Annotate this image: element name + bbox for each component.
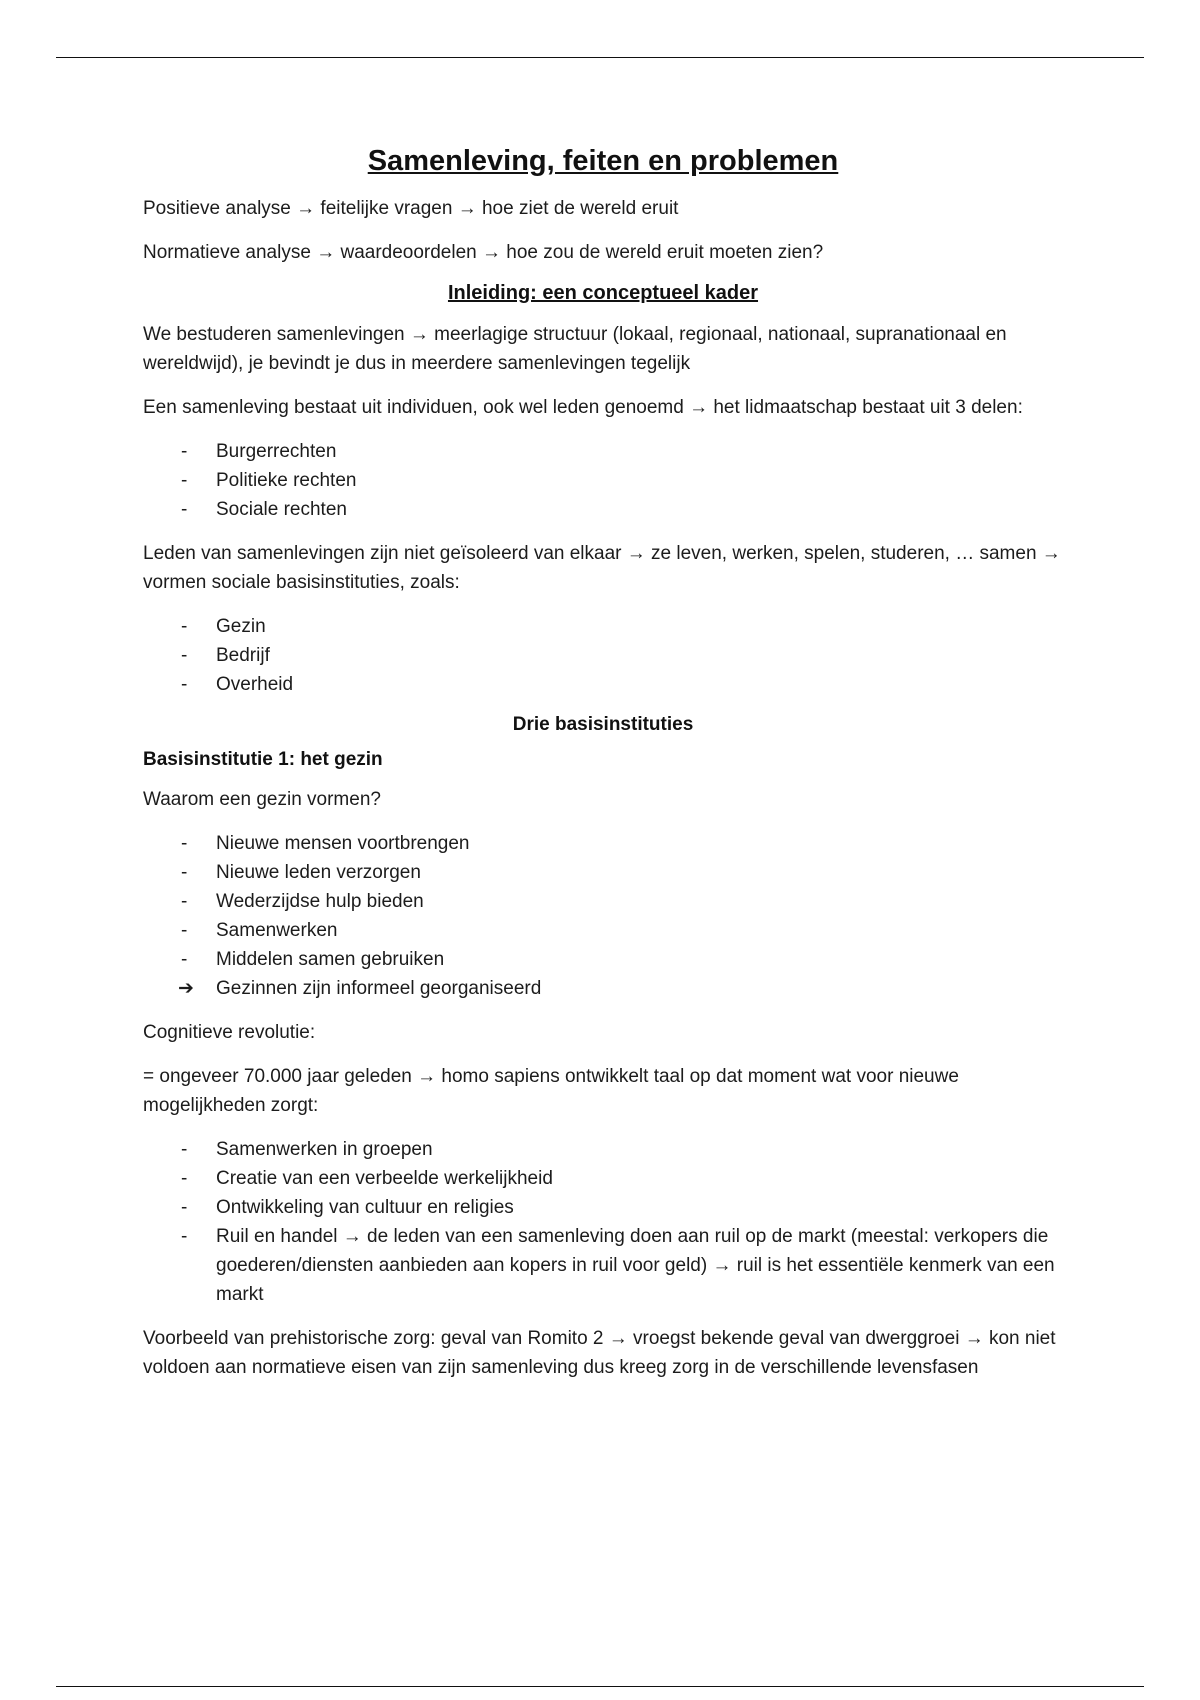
- subheading-gezin: Basisinstitutie 1: het gezin: [143, 749, 383, 770]
- list-item: - Ontwikkeling van cultuur en religies: [181, 1197, 514, 1218]
- paragraph-basisinstituties: Leden van samenlevingen zijn niet geïsoleerd van elkaar → ze leven, werken, spelen, studeren, … samen → vormen sociale basisinstituties, zoals:: [143, 543, 1061, 593]
- list-item-arrow: ➔ Gezinnen zijn informeel georganiseerd: [143, 974, 1063, 1003]
- paragraph-lidmaatschap: Een samenleving bestaat uit individuen, ook wel leden genoemd → het lidmaatschap bestaat uit 3 delen:: [143, 397, 1023, 418]
- section-heading-drie: Drie basisinstituties: [512, 714, 694, 735]
- intro-positive: Positieve analyse → feitelijke vragen → hoe ziet de wereld eruit: [143, 198, 679, 219]
- question-gezin: Waarom een gezin vormen?: [143, 789, 381, 810]
- list-item: - Overheid: [181, 674, 294, 695]
- list-item: - Nieuwe mensen voortbrengen: [181, 833, 470, 854]
- list-item: - Bedrijf: [181, 645, 270, 666]
- list-rechten: [143, 437, 1063, 524]
- list-item: - Nieuwe leden verzorgen: [181, 862, 421, 883]
- list-instituties: [143, 612, 1063, 699]
- section-heading-inleiding: Inleiding: een conceptueel kader: [447, 282, 759, 304]
- paragraph-cognitieve-revolutie: = ongeveer 70.000 jaar geleden → homo sapiens ontwikkelt taal op dat moment wat voor nieuwe mogelijkheden zorgt:: [143, 1066, 959, 1116]
- list-item: - Burgerrechten: [181, 441, 337, 462]
- list-item: - Wederzijdse hulp bieden: [181, 891, 424, 912]
- list-gezin-redenen: [143, 829, 1063, 1003]
- list-item: - Politieke rechten: [181, 470, 357, 491]
- arrow-right-icon: ➔: [178, 978, 194, 999]
- page-title: Samenleving, feiten en problemen: [367, 145, 839, 177]
- list-item: - Ruil en handel → de leden van een samenleving doen aan ruil op de markt (meestal: verkopers die goederen/diensten aanbieden aan kopers in ruil voor geld) → ruil is het essentiële kenmerk van een markt: [181, 1226, 1055, 1305]
- top-rule: [56, 57, 1144, 58]
- list-mogelijkheden: [143, 1135, 1063, 1309]
- list-item: - Middelen samen gebruiken: [181, 949, 445, 970]
- list-item: - Gezin: [181, 616, 266, 637]
- list-item: - Sociale rechten: [181, 499, 347, 520]
- list-item: - Samenwerken: [181, 920, 338, 941]
- list-item: - Samenwerken in groepen: [181, 1139, 433, 1160]
- paragraph-romito: Voorbeeld van prehistorische zorg: geval van Romito 2 → vroegst bekende geval van dwerggroei → kon niet voldoen aan normatieve eisen van zijn samenleving dus kreeg zorg in de verschillende levensfasen: [143, 1328, 1056, 1378]
- paragraph-samenlevingen: We bestuderen samenlevingen → meerlagige structuur (lokaal, regionaal, nationaal, supranationaal en wereldwijd), je bevindt je dus in meerdere samenlevingen tegelijk: [143, 324, 1007, 374]
- intro-normative: Normatieve analyse → waardeoordelen → hoe zou de wereld eruit moeten zien?: [143, 242, 824, 263]
- label-cognitieve-revolutie: Cognitieve revolutie:: [143, 1022, 316, 1043]
- document-page: [143, 145, 1063, 1397]
- bottom-rule: [56, 1686, 1144, 1687]
- list-item: - Creatie van een verbeelde werkelijkheid: [181, 1168, 553, 1189]
